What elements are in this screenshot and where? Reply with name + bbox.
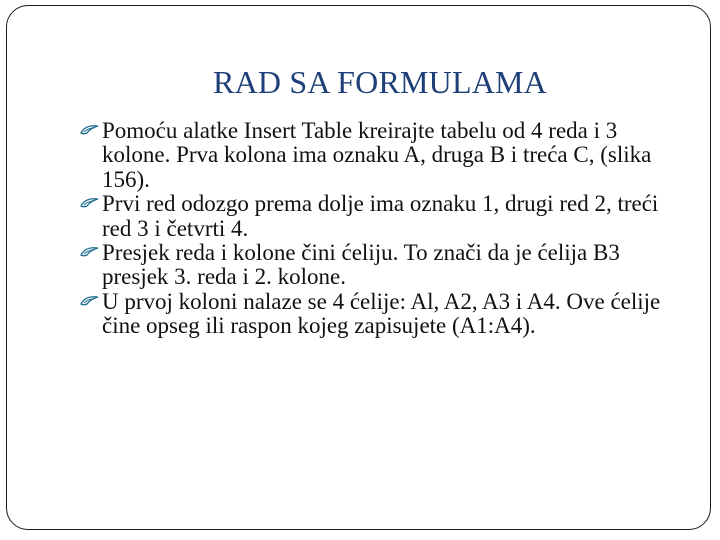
bullet-list bbox=[78, 119, 678, 339]
bullet-ornament-icon bbox=[80, 291, 100, 311]
bullet-text: Pomoću alatke Insert Table kreirajte tabelu od 4 reda i 3 kolone. Prva kolona ima oznaku A, druga B i treća C, (slika 156). bbox=[102, 118, 652, 192]
bullet-ornament-icon bbox=[80, 193, 100, 213]
bullet-text: Presjek reda i kolone čini ćeliju. To znači da je ćelija B3 presjek 3. reda i 2. kolone. bbox=[102, 240, 620, 290]
bullet-ornament-icon bbox=[80, 242, 100, 262]
bullet-item bbox=[78, 119, 678, 192]
slide-title: RAD SA FORMULAMA bbox=[213, 64, 547, 100]
bullet-item bbox=[78, 290, 678, 339]
bullet-item bbox=[78, 241, 678, 290]
bullet-item bbox=[78, 192, 678, 241]
bullet-ornament-icon bbox=[80, 120, 100, 140]
bullet-text: U prvoj koloni nalaze se 4 ćelije: Al, A2, A3 i A4. Ove ćelije čine opseg ili raspon kojeg zapisujete (A1:A4). bbox=[102, 288, 661, 339]
bullet-text: Prvi red odozgo prema dolje ima oznaku 1, drugi red 2, treći red 3 i četvrti 4. bbox=[102, 191, 659, 241]
